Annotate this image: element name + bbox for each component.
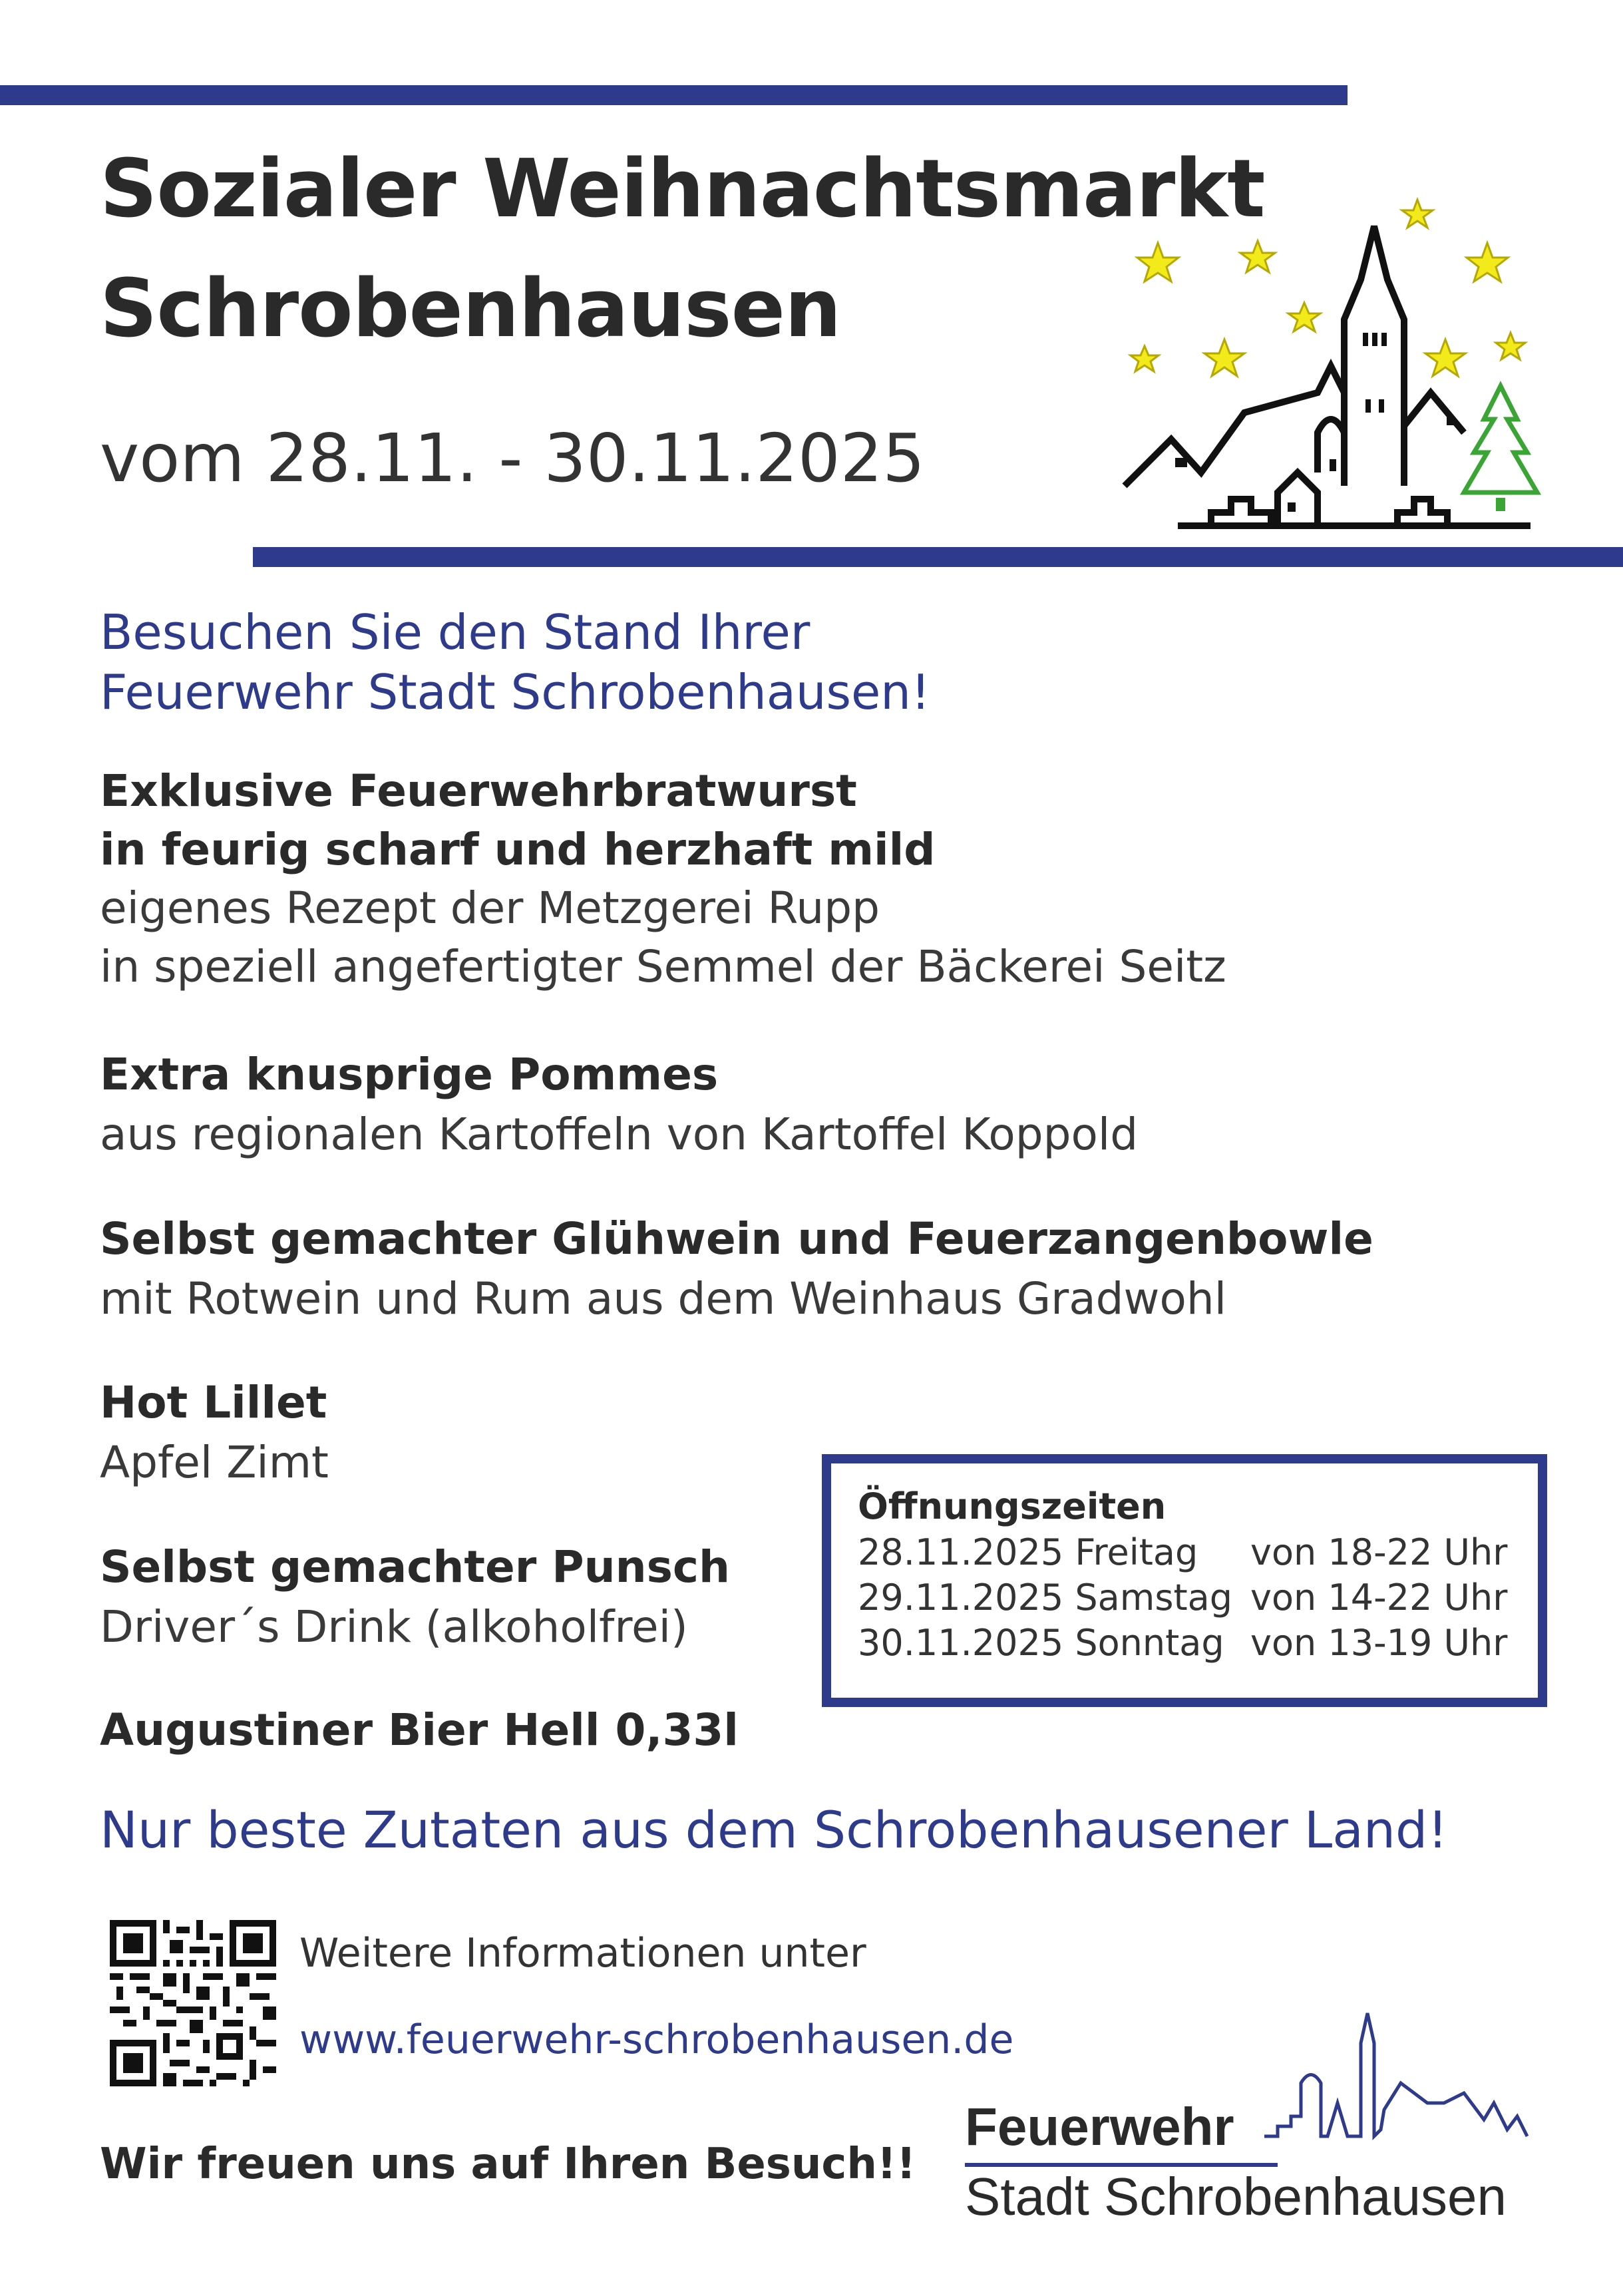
opening-hours-table (858, 1530, 1507, 1666)
offer-description: Apfel Zimt (100, 1437, 329, 1488)
hours-day: 30.11.2025 Sonntag (858, 1622, 1224, 1664)
closing-message: Wir freuen uns auf Ihren Besuch!! (100, 2140, 916, 2189)
offer-pommes (100, 1045, 1138, 1165)
hours-day: 29.11.2025 Samstag (858, 1577, 1232, 1619)
page-title-line2: Schrobenhausen (100, 263, 841, 355)
offer-heading: Selbst gemachter Punsch (100, 1541, 730, 1593)
page-title-line1: Sozialer Weihnachtsmarkt (100, 143, 1265, 236)
offer-punsch (100, 1537, 730, 1657)
opening-hours-title: Öffnungszeiten (858, 1485, 1167, 1527)
hours-time: von 18-22 Uhr (1250, 1531, 1508, 1573)
feuerwehr-logo-skyline (1264, 2003, 1550, 2143)
table-row (858, 1575, 1507, 1621)
offer-heading: Exklusive Feuerwehrbratwurst (100, 765, 857, 817)
christmas-tree-icon (1464, 386, 1537, 492)
offer-description: eigenes Rezept der Metzgerei Rupp (100, 882, 880, 934)
offer-description: Driver´s Drink (alkoholfrei) (100, 1601, 688, 1652)
offer-lillet (100, 1373, 329, 1493)
star-icon (1240, 241, 1275, 272)
offer-bratwurst (100, 762, 1226, 996)
star-icon (1467, 243, 1508, 282)
offer-heading: Selbst gemachter Glühwein und Feuerzangenbowle (100, 1213, 1373, 1264)
hours-time: von 14-22 Uhr (1250, 1577, 1508, 1619)
top-rule (0, 85, 1348, 105)
logo-feuerwehr: Feuerwehr (965, 2097, 1234, 2156)
star-icon (1131, 346, 1159, 371)
logo-stadt: Stadt Schrobenhausen (965, 2167, 1507, 2226)
hours-time: von 13-19 Uhr (1250, 1622, 1508, 1664)
star-icon (1204, 339, 1244, 376)
star-icon (1131, 200, 1525, 376)
offer-description: in speziell angefertigter Semmel der Bäckerei Seitz (100, 941, 1226, 992)
intro-text: Besuchen Sie den Stand Ihrer Feuerwehr Stadt Schrobenhausen! (100, 604, 930, 720)
table-row (858, 1530, 1507, 1575)
star-icon (1288, 303, 1320, 331)
qr-code[interactable] (110, 1920, 276, 2086)
offer-heading: Augustiner Bier Hell 0,33l (100, 1704, 739, 1756)
offer-description: aus regionalen Kartoffeln von Kartoffel Koppold (100, 1109, 1139, 1160)
offer-heading: Extra knusprige Pommes (100, 1049, 719, 1100)
star-icon (1425, 339, 1465, 376)
offer-heading: Hot Lillet (100, 1377, 327, 1428)
offer-gluehwein (100, 1209, 1373, 1329)
event-date: vom 28.11. - 30.11.2025 (100, 419, 925, 497)
star-icon (1496, 333, 1525, 359)
slogan: Nur beste Zutaten aus dem Schrobenhausener Land! (100, 1800, 1448, 1859)
offer-description: mit Rotwein und Rum aus dem Weinhaus Gradwohl (100, 1273, 1227, 1324)
table-row (858, 1621, 1507, 1666)
offer-heading: in feurig scharf und herzhaft mild (100, 824, 936, 875)
opening-hours-box (822, 1454, 1547, 1707)
more-info-label: Weitere Informationen unter (299, 1930, 866, 1977)
star-icon (1137, 243, 1178, 282)
website-link[interactable]: www.feuerwehr-schrobenhausen.de (299, 2016, 1014, 2063)
town-skyline-illustration (1118, 180, 1557, 552)
hours-day: 28.11.2025 Freitag (858, 1531, 1198, 1573)
star-icon (1402, 200, 1433, 228)
offer-bier (100, 1700, 739, 1760)
